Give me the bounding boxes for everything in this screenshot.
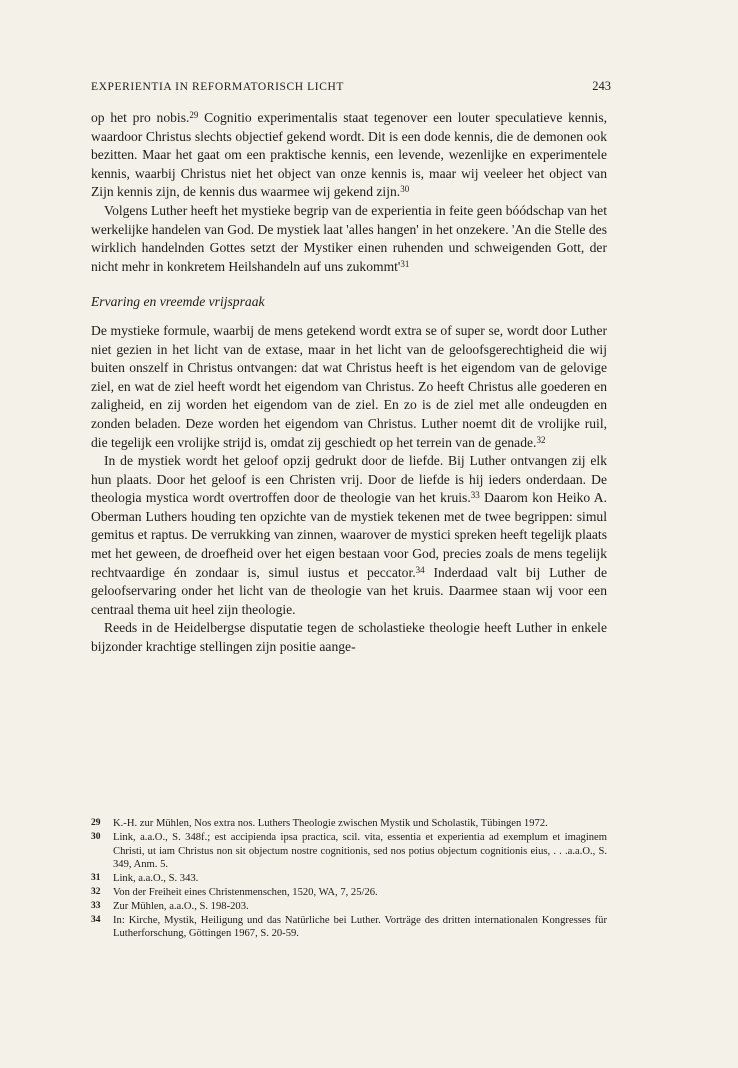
section-heading: Ervaring en vreemde vrijspraak [91, 294, 265, 310]
paragraph-text: Daarom kon Heiko A. Oberman Luthers houding ten opzichte van de mystiek tekenen met de twee begrippen: simul gemitus et raptus. De verrukking van zinnen, waarover de mystici spreken heeft tegelijk plaats met het geween, de droefheid over het eigen bestaan voor God, precies zoals de mens tegelijk rechtvaardige én zondaar is, simul iustus et peccator. [91, 490, 607, 580]
paragraph [91, 322, 607, 452]
footnote [91, 872, 607, 886]
paragraph-group-1 [91, 109, 607, 276]
footnote-text: Zur Mühlen, a.a.O., S. 198-203. [113, 900, 249, 912]
footnote-text: K.-H. zur Mühlen, Nos extra nos. Luthers Theologie zwischen Mystik und Scholastik, Tübingen 1972. [113, 818, 548, 829]
paragraph-text: Volgens Luther heeft het mystieke begrip van de experientia in feite geen bóódschap van het werkelijke handelen van God. De mystiek laat 'alles hangen' in het onzekere. 'An die Stelle des wirklich handelnden Gottes setzt der Mystiker einen ruhenden und schweigenden Gott, der nicht mehr in konkretem Heilshandeln auf uns zukommt' [91, 202, 607, 274]
footnote [91, 831, 607, 872]
footnote-number: 34 [91, 914, 101, 925]
footnote [91, 886, 607, 900]
paragraph [91, 202, 607, 276]
running-title: EXPERIENTIA IN REFORMATORISCH LICHT [91, 81, 345, 93]
paragraph-text: op het pro nobis. [91, 110, 190, 125]
footnote-number: 33 [91, 900, 101, 911]
footnote-ref: 34 [415, 564, 425, 575]
footnote-ref: 32 [536, 434, 546, 445]
paragraph-text: Inderdaad valt bij Luther de geloofservaring onder het licht van de theologie van het kruis. Daarmee staan wij voor een centraal thema uit heel zijn theologie. [91, 564, 607, 617]
footnote-number: 31 [91, 873, 101, 884]
footnote-text: Link, a.a.O., S. 348f.; est accipienda ipsa practica, scil. vita, essentia et experientia ad exemplum et imaginem Christi, ut iam Christus non sit objectum nostre cognitionis, sed nos potius objectum cognitionis eius, . . .a.a.O., S. 349, Anm. 5. [113, 831, 607, 871]
paragraph [91, 452, 607, 619]
paragraph-group-2 [91, 322, 607, 657]
footnotes [91, 817, 607, 941]
footnote-ref: 31 [400, 258, 410, 269]
paragraph-text: De mystieke formule, waarbij de mens getekend wordt extra se of super se, wordt door Luther niet gezien in het licht van de extase, maar in het licht van de geloofsgerechtigheid die wij buiten onszelf in Christus ontvangen: dat wat Christus heeft is het eigendom van de gelovige ziel, en wat de ziel heeft wordt het eigendom van Christus. Zo heeft Christus alle goederen en zaligheid, en zij worden het eigendom van de ziel. En zo is de ziel met alle ondeugden en zonden beladen. Deze worden het eigendom van Christus. Luther noemt dit de vrolijke ruil, die tegelijk een vrolijke strijd is, omdat zij geschiedt op het terrein van de genade. [91, 322, 607, 450]
running-header [91, 79, 611, 94]
page-number: 243 [592, 79, 611, 93]
footnote-ref: 29 [189, 110, 199, 120]
footnote-text: Von der Freiheit eines Christenmenschen, 1520, WA, 7, 25/26. [113, 886, 378, 898]
footnote [91, 914, 607, 942]
footnote [91, 900, 607, 914]
body-text [91, 109, 607, 657]
footnote-number: 32 [91, 886, 101, 897]
footnote-number: 30 [91, 831, 101, 842]
paragraph-text: In de mystiek wordt het geloof opzij gedrukt door de liefde. Bij Luther ontvangen zij elk hun plaats. Door het geloof is een Christen vrij. Door de liefde is hij ieders onderdaan. De theologia mystica wordt overtroffen door de theologie van het kruis. [91, 453, 607, 506]
footnote-text: Link, a.a.O., S. 343. [113, 873, 199, 885]
paragraph-text: Reeds in de Heidelbergse disputatie tegen de scholastieke theologie heeft Luther in enkele bijzonder krachtige stellingen zijn positie aange- [91, 620, 607, 655]
footnote-number: 29 [91, 818, 101, 828]
footnote-ref: 30 [400, 184, 410, 195]
paragraph-text: Cognitio experimentalis staat tegenover een louter speculatieve kennis, waardoor Christus slechts objectief gekend wordt. Dit is een dode kennis, die de demonen ook bezitten. Maar het gaat om een praktische kennis, een levende, wezenlijke en experimentele kennis, waarbij Christus niet het object van onze kennis is, maar wij veeleer het object van Zijn kennis zijn, de kennis dus waarmee wij gekend zijn. [91, 110, 608, 200]
footnote-ref: 33 [470, 490, 480, 501]
paragraph [91, 109, 607, 202]
footnote [91, 817, 607, 831]
paragraph [91, 619, 607, 656]
footnote-text: In: Kirche, Mystik, Heiligung und das Natürliche bei Luther. Vorträge des dritten internationalen Kongresses für Lutherforschung, Göttingen 1967, S. 20-59. [113, 914, 607, 940]
